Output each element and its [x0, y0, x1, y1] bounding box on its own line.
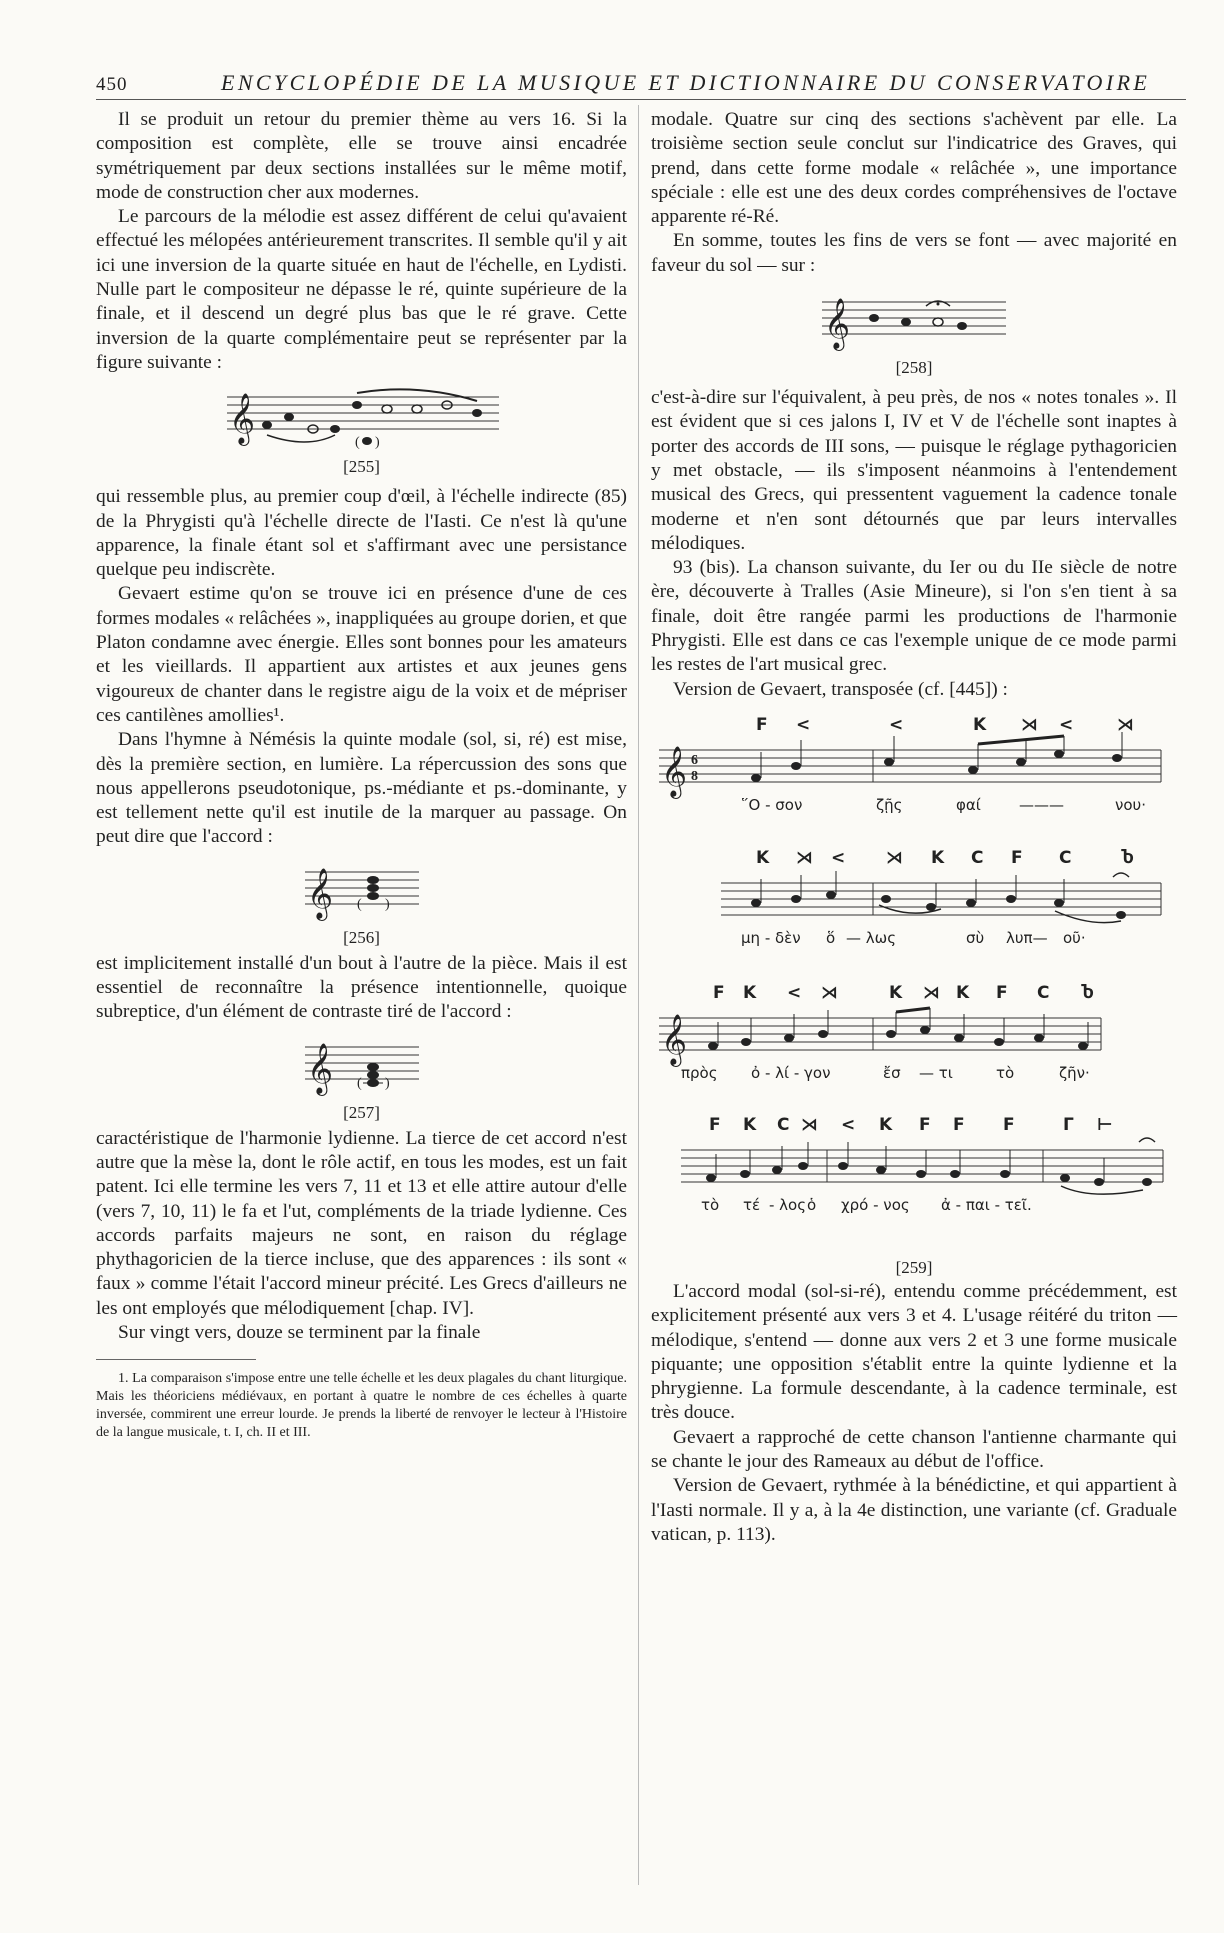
sign: F: [1011, 847, 1023, 868]
svg-text:): ): [374, 435, 380, 451]
svg-text:(: (: [354, 435, 360, 451]
svg-text:): ): [384, 1075, 390, 1091]
figure-caption: [256]: [343, 927, 380, 947]
seikilos-score: [651, 710, 1177, 1258]
sign: ⋊: [923, 982, 940, 1003]
paragraph: modale. Quatre sur cinq des sections s'achèvent par elle. La troisième section seule conclut sur l'indicatrice des Graves, qui prend, dans cette forme modale « relâchée », une importance spéciale : elle est une des deux cordes compréhensives de l'octave apparente ré-Ré.: [651, 109, 1177, 228]
paragraph: est implicitement installé d'un bout à l'autre de la pièce. Mais il est essentiel de reconnaître la présence intentionnelle, quoique subreptice, d'un élément de contraste tiré de l'accord :: [96, 952, 627, 1023]
lyric-syllable: - λος: [769, 1195, 807, 1214]
figure-caption: [257]: [343, 1102, 380, 1122]
figure-caption: [258]: [895, 358, 933, 378]
lyric-syllable: τέ: [743, 1195, 761, 1214]
lyric-syllable: νου·: [1115, 795, 1147, 814]
svg-text:(: (: [356, 896, 362, 912]
sign: ⋊: [1117, 714, 1134, 735]
svg-text:(: (: [356, 1075, 362, 1091]
sign: Ⴆ: [1081, 982, 1094, 1003]
paragraph: qui ressemble plus, au premier coup d'œil, à l'échelle indirecte (85) de la Phrygisti qu'à l'échelle directe de l'Iasti. Ce n'est là qu'une apparence, la finale étant sol et s'affirmant avec une persistance quelque peu indiscrète.: [96, 486, 627, 581]
lyric-syllable: μη - δὲν: [741, 928, 801, 947]
svg-text:): ): [384, 896, 390, 912]
lyric-syllable: — τι: [919, 1063, 953, 1082]
sign: F: [1003, 1114, 1015, 1135]
lyric-syllable: ὁ: [807, 1195, 817, 1214]
lyric-syllable: ὀ - λί - γον: [751, 1063, 831, 1082]
page-number: 450: [96, 74, 128, 95]
paragraph: Dans l'hymne à Némésis la quinte modale (sol, si, ré) est mise, dès la première section, en lumière. La répercussion des sons que nous appellerons pseudotonique, ps.-médiante et ps.-dominante, y est tellement nette qu'il est inutile de la marquer au passage. On peut dire que l'accord :: [96, 729, 627, 848]
sign: K: [956, 982, 970, 1003]
sign: F: [713, 982, 725, 1003]
sign: <: [889, 714, 904, 735]
paragraph: Le parcours de la mélodie est assez différent de celui qu'avaient effectué les mélopées antérieurement transcrites. Il semble qu'il y ait ici une inversion de la quarte située en haut de l'échelle, en Lydisti. Nulle part le compositeur ne dépasse le ré, quinte supérieure de la finale, et il descend un degré plus bas que le ré grave. Cette inversion de la quarte complémentaire peut se représenter par la figure suivante :: [96, 206, 627, 373]
footnote: 1. La comparaison s'impose entre une telle échelle et les deux plagales du chant liturgique. Mais les théoriciens médiévaux, en portant à quatre le nombre de ces échelles à quarte inversée, commirent une erreur lourde. Je prends la liberté de renvoyer le lecteur à l'Histoire de la langue musicale, t. I, ch. II et III.: [96, 1371, 627, 1441]
sign: ⋊: [821, 982, 838, 1003]
lyric-syllable: ῞Ο - σον: [741, 795, 803, 814]
paragraph: Gevaert a rapproché de cette chanson l'antienne charmante qui se chante le jour des Rameaux au début de l'office.: [651, 1426, 1177, 1473]
staff-256: [297, 850, 427, 928]
lyric-syllable: ὅ: [826, 928, 836, 947]
sign: K: [879, 1114, 893, 1135]
paragraph: c'est-à-dire sur l'équivalent, à peu près, de nos « notes tonales ». Il est évident que si ces jalons I, IV et V de l'échelle sont inaptes à porter des accords de III sons, — puisque le réglage pythagoricien y met obstacle, — ils s'imposent néanmoins à l'entendement musical des Grecs, qui pressentent vaguement la cadence tonale moderne et n'en sont détournés que par leurs intervalles mélodiques.: [651, 387, 1177, 554]
lyric-syllable: φαί: [956, 795, 981, 814]
sign: ⊢: [1097, 1114, 1113, 1135]
column-divider: [638, 105, 639, 1885]
lyric-syllable: ἔσ: [883, 1063, 901, 1082]
staff-258: [814, 278, 1014, 358]
sign: ⋊: [1021, 714, 1038, 735]
figure-caption: [255]: [343, 457, 380, 477]
sign: Γ: [1063, 1114, 1074, 1135]
sign: K: [756, 847, 770, 868]
lyric-syllable: πρὸς: [681, 1063, 718, 1082]
sign: Ⴆ: [1121, 847, 1134, 868]
sign: C: [777, 1114, 790, 1135]
sign: K: [743, 1114, 757, 1135]
sign: K: [931, 847, 945, 868]
figure-258: [651, 278, 1177, 386]
sign: F: [996, 982, 1008, 1003]
page-header: [96, 66, 1186, 100]
paragraph: Il se produit un retour du premier thème au vers 16. Si la composition est complète, elle se trouve ainsi encadrée symétriquement par deux sections installées sur le même motif, mode de construction cher aux modernes.: [96, 109, 627, 203]
paragraph: Version de Gevaert, transposée (cf. [445]) :: [673, 678, 1008, 700]
sign: <: [796, 714, 811, 735]
svg-text:𝄞: 𝄞: [661, 1013, 688, 1065]
sign: K: [973, 714, 987, 735]
sign: ⋊: [796, 847, 813, 868]
sign: K: [889, 982, 903, 1003]
lyric-syllable: τὸ: [996, 1063, 1015, 1082]
sign: F: [756, 714, 768, 735]
sign: F: [919, 1114, 931, 1135]
lyric-syllable: χρό - νος: [841, 1195, 910, 1214]
sign: <: [831, 847, 846, 868]
footnote-rule: [96, 1359, 256, 1360]
system-3: [659, 983, 1101, 1082]
svg-text:6: 6: [691, 752, 698, 768]
right-column: [651, 108, 1177, 1547]
staff-257: [297, 1025, 427, 1103]
paragraph: Gevaert estime qu'on se trouve ici en présence d'une de ces formes modales « relâchées », inappliquées au groupe dorien, et que Platon condamne avec énergie. Elles sont bonnes pour les amateurs et les vieillards. Il appartient aux artistes et aux jeunes gens vigoureux de chanter dans le registre aigu de la voix et de mépriser ces cantilènes amollies¹.: [96, 583, 627, 726]
left-column: [96, 108, 627, 1442]
svg-text:𝄞: 𝄞: [306, 1042, 333, 1094]
lyric-syllable: ζῆν·: [1059, 1063, 1090, 1082]
running-title: ENCYCLOPÉDIE DE LA MUSIQUE ET DICTIONNAIRE DU CONSERVATOIRE: [221, 70, 1151, 95]
paragraph: En somme, toutes les fins de vers se font — avec majorité en faveur du sol — sur :: [651, 230, 1177, 276]
sign: C: [1059, 847, 1072, 868]
header-rule: [96, 99, 1186, 100]
lyric-syllable: — λως: [846, 928, 897, 947]
lyric-syllable: ἀ - παι - τεῖ.: [941, 1195, 1032, 1214]
svg-text:𝄞: 𝄞: [824, 298, 851, 350]
system-1: [659, 715, 1161, 814]
figure-255: [96, 375, 627, 485]
lyric-syllable: οῦ·: [1063, 928, 1086, 947]
paragraph: L'accord modal (sol-si-ré), entendu comme précédemment, est explicitement présenté aux vers 3 et 4. L'usage réitéré du triton — mélodique, s'entend — donne aux vers 2 et 3 une forme musicale piquante; une opposition s'établit entre la quinte lydienne et la phrygienne. La formule descendante, à la cadence terminale, est très douce.: [651, 1280, 1177, 1424]
figure-caption: [259]: [895, 1257, 933, 1277]
system-2: [721, 848, 1161, 947]
lyric-syllable: λυπ—: [1006, 928, 1048, 947]
sign: <: [787, 982, 802, 1003]
paragraph: caractéristique de l'harmonie lydienne. La tierce de cet accord n'est autre que la mèse la, dont le rôle actif, en tous les modes, est un fait patent. Ici elle termine les vers 7, 11 et 13 et elle attire autour d'elle (vers 7, 10, 11) le fa et l'ut, compléments de la triade lydienne. Ces accords parfaits majeurs ne sont, en raison du réglage phythagoricien de la tierce incluse, que des apparences : ils sont « faux » comme l'était l'accord mineur précité. Les Grecs d'ailleurs ne les ont employés que mélodiquement [chap. IV].: [96, 1127, 627, 1319]
sign: K: [743, 982, 757, 1003]
lyric-syllable: ———: [1019, 795, 1064, 814]
svg-text:8: 8: [691, 768, 698, 784]
figure-259: [651, 710, 1177, 1280]
svg-text:𝄞: 𝄞: [228, 393, 255, 445]
paragraph: 93 (bis). La chanson suivante, du Ier ou du IIe siècle de notre ère, découverte à Tralles (Asie Mineure), si l'on s'en tient à sa finale, doit être rangée parmi les productions de l'harmonie Phrygisti. Elle est dans ce cas l'exemple unique de ce mode parmi les restes de l'art musical grec.: [651, 557, 1177, 676]
sign: C: [1037, 982, 1050, 1003]
sign: C: [971, 847, 984, 868]
lyric-syllable: τὸ: [701, 1195, 720, 1214]
lyric-syllable: ζῇς: [876, 795, 903, 814]
paragraph: Version de Gevaert, rythmée à la bénédictine, et qui appartient à l'Iasti normale. Il y a, à la 4e distinction, une variante (cf. Graduale vatican, p. 113).: [651, 1475, 1177, 1545]
lyric-syllable: σὺ: [966, 928, 985, 947]
svg-text:𝄞: 𝄞: [661, 745, 688, 797]
svg-text:𝄞: 𝄞: [306, 867, 333, 919]
sign: <: [841, 1114, 856, 1135]
sign: F: [709, 1114, 721, 1135]
sign: F: [953, 1114, 965, 1135]
figure-256: [96, 850, 627, 952]
staff-255: [217, 375, 507, 457]
system-4: [681, 1115, 1163, 1214]
sign: ⋊: [801, 1114, 818, 1135]
figure-257: [96, 1025, 627, 1127]
paragraph: Sur vingt vers, douze se terminent par la finale: [118, 1321, 481, 1343]
sign: <: [1059, 714, 1074, 735]
sign: ⋊: [886, 847, 903, 868]
